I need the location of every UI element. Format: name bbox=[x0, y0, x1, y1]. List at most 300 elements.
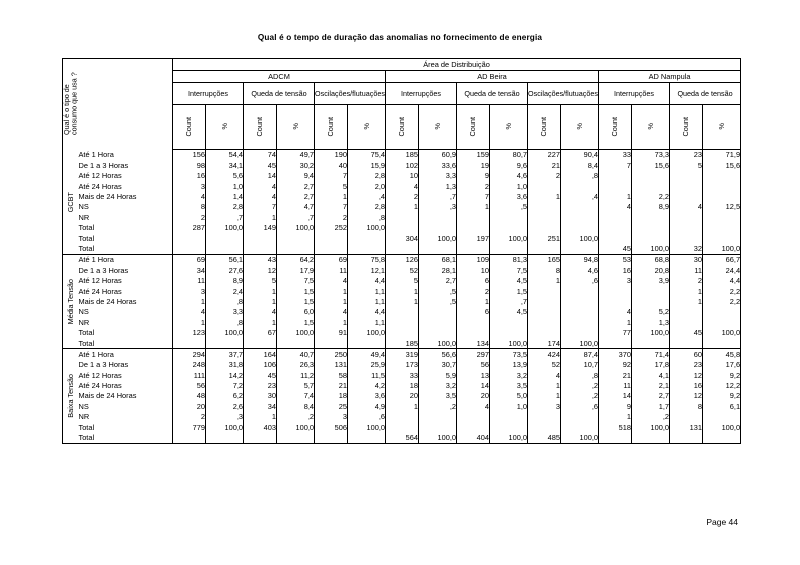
table-cell bbox=[528, 328, 561, 338]
table-cell: 2,6 bbox=[206, 401, 244, 411]
table-row bbox=[63, 171, 741, 181]
row-label: De 1 a 3 Horas bbox=[78, 360, 129, 370]
table-row bbox=[63, 150, 741, 161]
table-cell: 1,5 bbox=[490, 286, 528, 296]
table-cell bbox=[632, 212, 670, 222]
table-cell bbox=[419, 422, 457, 432]
table-cell bbox=[632, 171, 670, 181]
table-row bbox=[63, 223, 741, 233]
table-cell: 251 bbox=[528, 233, 561, 243]
table-cell: 7 bbox=[315, 171, 348, 181]
table-row bbox=[63, 370, 741, 380]
row-group-label-text: Média Tensão bbox=[66, 279, 76, 325]
table-cell: 100,0 bbox=[490, 433, 528, 444]
table-cell: 9,6 bbox=[490, 160, 528, 170]
table-cell: 33,6 bbox=[419, 160, 457, 170]
table-cell: 33 bbox=[599, 150, 632, 161]
table-cell: 7,2 bbox=[206, 381, 244, 391]
table-cell: 1,3 bbox=[632, 317, 670, 327]
table-cell: 14,2 bbox=[206, 370, 244, 380]
subcol-nampula-interrupcoes: Interrupções bbox=[599, 83, 670, 105]
table-cell bbox=[277, 233, 315, 243]
row-group-label bbox=[63, 254, 79, 349]
subcol-beira-interrupcoes: Interrupções bbox=[386, 83, 457, 105]
table-cell: 12,5 bbox=[703, 202, 741, 212]
table-cell: 506 bbox=[315, 422, 348, 432]
table-cell: 4 bbox=[315, 276, 348, 286]
table-cell: 174 bbox=[528, 338, 561, 349]
table-cell bbox=[561, 307, 599, 317]
table-cell: 1 bbox=[528, 276, 561, 286]
table-cell: 45 bbox=[599, 244, 632, 255]
table-cell bbox=[670, 192, 703, 202]
table-cell bbox=[173, 244, 206, 255]
table-row bbox=[63, 307, 741, 317]
table-cell bbox=[703, 233, 741, 243]
table-cell bbox=[386, 317, 419, 327]
table-cell: 1,1 bbox=[348, 286, 386, 296]
table-cell: 67 bbox=[244, 328, 277, 338]
table-cell: 131 bbox=[315, 360, 348, 370]
table-cell: 8,9 bbox=[206, 276, 244, 286]
measure-pct-2: % bbox=[277, 105, 315, 150]
table-cell: 123 bbox=[173, 328, 206, 338]
table-cell: 56 bbox=[457, 360, 490, 370]
table-cell: ,7 bbox=[277, 212, 315, 222]
table-cell: 2,1 bbox=[632, 381, 670, 391]
table-cell: 100,0 bbox=[419, 338, 457, 349]
table-cell bbox=[490, 244, 528, 255]
table-cell: 1 bbox=[599, 317, 632, 327]
table-cell: 8,4 bbox=[561, 160, 599, 170]
table-row bbox=[63, 360, 741, 370]
table-cell: 34 bbox=[173, 265, 206, 275]
table-row bbox=[63, 433, 741, 444]
table-cell: 111 bbox=[173, 370, 206, 380]
table-cell bbox=[173, 433, 206, 444]
table-cell: 2,8 bbox=[348, 202, 386, 212]
table-cell: 13,9 bbox=[490, 360, 528, 370]
table-cell bbox=[457, 244, 490, 255]
table-cell bbox=[632, 181, 670, 191]
table-cell: 185 bbox=[386, 338, 419, 349]
table-cell: 2 bbox=[386, 192, 419, 202]
table-cell: 45 bbox=[244, 370, 277, 380]
table-cell bbox=[670, 212, 703, 222]
table-cell: 173 bbox=[386, 360, 419, 370]
row-label: Até 24 Horas bbox=[78, 181, 122, 191]
table-cell: 7,5 bbox=[490, 265, 528, 275]
table-cell: 100,0 bbox=[703, 244, 741, 255]
table-cell: 1 bbox=[670, 296, 703, 306]
table-cell: 73,3 bbox=[632, 150, 670, 161]
table-cell: 149 bbox=[244, 223, 277, 233]
table-cell bbox=[419, 412, 457, 422]
table-cell bbox=[599, 338, 632, 349]
table-cell: 23 bbox=[244, 381, 277, 391]
table-cell bbox=[457, 212, 490, 222]
table-cell: 48 bbox=[173, 391, 206, 401]
table-cell: 4,4 bbox=[348, 307, 386, 317]
table-cell: 100,0 bbox=[419, 233, 457, 243]
table-cell: 4 bbox=[315, 307, 348, 317]
table-cell bbox=[457, 412, 490, 422]
table-cell: 3 bbox=[173, 181, 206, 191]
table-cell: 33 bbox=[386, 370, 419, 380]
table-cell: 100,0 bbox=[348, 328, 386, 338]
table-cell bbox=[386, 422, 419, 432]
table-cell: ,2 bbox=[277, 412, 315, 422]
subcol-adcm-interrupcoes: Interrupções bbox=[173, 83, 244, 105]
table-cell: 1 bbox=[315, 286, 348, 296]
table-cell: 1 bbox=[670, 286, 703, 296]
table-cell: 252 bbox=[315, 223, 348, 233]
table-cell: 319 bbox=[386, 349, 419, 360]
table-cell: 11,5 bbox=[348, 370, 386, 380]
table-cell bbox=[561, 412, 599, 422]
table-cell: 564 bbox=[386, 433, 419, 444]
row-group-label-text: Baixa Tensão bbox=[66, 374, 76, 419]
table-cell: 197 bbox=[457, 233, 490, 243]
table-cell: 14 bbox=[457, 381, 490, 391]
table-cell: 8 bbox=[173, 202, 206, 212]
table-cell: 1,0 bbox=[490, 401, 528, 411]
table-cell: ,5 bbox=[419, 286, 457, 296]
table-cell: ,4 bbox=[561, 192, 599, 202]
table-row bbox=[63, 286, 741, 296]
table-row bbox=[63, 422, 741, 432]
table-cell: 5,0 bbox=[490, 391, 528, 401]
row-label: Até 1 Hora bbox=[79, 254, 173, 265]
table-cell: 4 bbox=[173, 307, 206, 317]
super-header-area: Área de Distribuição bbox=[173, 59, 741, 71]
table-cell: 98 bbox=[173, 160, 206, 170]
table-cell: 100,0 bbox=[632, 244, 670, 255]
table-row bbox=[63, 296, 741, 306]
table-cell: 4,5 bbox=[490, 307, 528, 317]
table-cell: ,3 bbox=[206, 412, 244, 422]
table-cell: ,8 bbox=[561, 171, 599, 181]
table-cell: ,6 bbox=[348, 412, 386, 422]
table-cell: 1 bbox=[599, 412, 632, 422]
table-cell bbox=[244, 433, 277, 444]
subcol-beira-queda: Queda de tensão bbox=[457, 83, 528, 105]
table-cell bbox=[386, 307, 419, 317]
row-label: NS bbox=[78, 307, 89, 317]
row-label: Total bbox=[78, 233, 95, 243]
table-cell: 250 bbox=[315, 349, 348, 360]
table-cell bbox=[419, 223, 457, 233]
table-cell: 1 bbox=[244, 212, 277, 222]
table-cell bbox=[670, 317, 703, 327]
table-cell: 40,7 bbox=[277, 349, 315, 360]
table-cell: 4,6 bbox=[561, 265, 599, 275]
table-cell bbox=[632, 338, 670, 349]
table-cell: 24,4 bbox=[703, 265, 741, 275]
table-cell bbox=[348, 338, 386, 349]
table-cell bbox=[670, 338, 703, 349]
table-cell bbox=[244, 338, 277, 349]
table-row bbox=[63, 244, 741, 255]
table-cell: 17,6 bbox=[703, 360, 741, 370]
table-cell: 1,1 bbox=[348, 296, 386, 306]
table-cell: 58 bbox=[315, 370, 348, 380]
table-cell: 4 bbox=[244, 192, 277, 202]
row-label: Mais de 24 Horas bbox=[78, 296, 137, 306]
table-cell bbox=[315, 433, 348, 444]
table-cell bbox=[599, 171, 632, 181]
page-title: Qual é o tempo de duração das anomalias no fornecimento de energia bbox=[257, 33, 543, 42]
table-cell: ,2 bbox=[561, 391, 599, 401]
table-cell bbox=[419, 317, 457, 327]
table-cell: 1 bbox=[315, 317, 348, 327]
table-cell: 4,5 bbox=[490, 276, 528, 286]
table-cell bbox=[457, 317, 490, 327]
table-cell: 4 bbox=[528, 370, 561, 380]
table-cell bbox=[632, 433, 670, 444]
table-cell: 3 bbox=[315, 412, 348, 422]
table-cell bbox=[528, 422, 561, 432]
table-cell: 1 bbox=[528, 192, 561, 202]
table-cell bbox=[703, 181, 741, 191]
table-row bbox=[63, 338, 741, 349]
table-cell: 37,7 bbox=[206, 349, 244, 360]
table-cell: 4,9 bbox=[348, 401, 386, 411]
table-cell: 10,7 bbox=[561, 360, 599, 370]
table-row bbox=[63, 317, 741, 327]
measure-count-3: Count bbox=[315, 105, 348, 150]
table-cell: 43 bbox=[244, 254, 277, 265]
table-cell: 1 bbox=[315, 296, 348, 306]
table-cell: 34,1 bbox=[206, 160, 244, 170]
table-cell: 100,0 bbox=[277, 223, 315, 233]
table-cell: 100,0 bbox=[206, 223, 244, 233]
table-cell: 3 bbox=[528, 401, 561, 411]
table-cell bbox=[277, 338, 315, 349]
table-row bbox=[63, 391, 741, 401]
row-label: Até 12 Horas bbox=[78, 370, 122, 380]
table-cell: 100,0 bbox=[490, 233, 528, 243]
measure-pct-7: % bbox=[632, 105, 670, 150]
table-cell: 69 bbox=[315, 254, 348, 265]
table-cell: 2,7 bbox=[419, 276, 457, 286]
table-cell bbox=[599, 286, 632, 296]
table-cell bbox=[419, 328, 457, 338]
table-cell: 4,4 bbox=[348, 276, 386, 286]
table-cell: 164 bbox=[244, 349, 277, 360]
table-cell bbox=[599, 233, 632, 243]
table-cell: 56 bbox=[173, 381, 206, 391]
table-cell bbox=[703, 317, 741, 327]
table-cell: 19 bbox=[457, 160, 490, 170]
table-header bbox=[63, 59, 741, 150]
table-cell: 100,0 bbox=[419, 433, 457, 444]
table-cell bbox=[315, 338, 348, 349]
measure-pct-5: % bbox=[490, 105, 528, 150]
table-cell bbox=[419, 307, 457, 317]
row-label: NS bbox=[78, 401, 89, 411]
table-cell: 9 bbox=[599, 401, 632, 411]
table-cell: 3 bbox=[173, 286, 206, 296]
table-cell bbox=[599, 223, 632, 233]
table-cell: 4 bbox=[386, 181, 419, 191]
table-cell: 25,9 bbox=[348, 360, 386, 370]
table-cell: 7 bbox=[457, 192, 490, 202]
table-cell bbox=[561, 244, 599, 255]
table-cell: 1 bbox=[244, 317, 277, 327]
table-cell: 106 bbox=[244, 360, 277, 370]
table-cell: ,8 bbox=[206, 296, 244, 306]
table-cell: 2 bbox=[528, 171, 561, 181]
row-label: NS bbox=[78, 202, 89, 212]
table-cell: 1 bbox=[386, 202, 419, 212]
table-row bbox=[63, 202, 741, 212]
table-cell: 81,3 bbox=[490, 254, 528, 265]
table-cell: 87,4 bbox=[561, 349, 599, 360]
table-cell bbox=[528, 317, 561, 327]
table-cell: 23 bbox=[670, 360, 703, 370]
table-cell bbox=[173, 233, 206, 243]
measure-count-6: Count bbox=[528, 105, 561, 150]
table-cell: 26,3 bbox=[277, 360, 315, 370]
table-row bbox=[63, 381, 741, 391]
table-cell: 71,9 bbox=[703, 150, 741, 161]
table-cell: 1 bbox=[528, 391, 561, 401]
table-cell bbox=[490, 317, 528, 327]
table-cell: ,7 bbox=[419, 192, 457, 202]
table-cell bbox=[561, 296, 599, 306]
table-cell: 4 bbox=[173, 192, 206, 202]
table-cell bbox=[632, 286, 670, 296]
table-cell: 370 bbox=[599, 349, 632, 360]
table-cell: 74 bbox=[244, 150, 277, 161]
table-cell: 100,0 bbox=[561, 433, 599, 444]
table-cell: 11 bbox=[173, 276, 206, 286]
table-cell: 31,8 bbox=[206, 360, 244, 370]
table-cell: 4 bbox=[244, 307, 277, 317]
table-cell: 10 bbox=[457, 265, 490, 275]
table-cell bbox=[315, 233, 348, 243]
table-cell bbox=[386, 244, 419, 255]
table-cell: 2,8 bbox=[206, 202, 244, 212]
table-cell: 4 bbox=[670, 202, 703, 212]
table-cell: 12 bbox=[670, 391, 703, 401]
table-cell: 1 bbox=[244, 296, 277, 306]
table-cell bbox=[670, 412, 703, 422]
row-label: Total bbox=[78, 223, 95, 233]
measure-pct-1: % bbox=[206, 105, 244, 150]
table-cell: 100,0 bbox=[632, 422, 670, 432]
table-cell: 7 bbox=[315, 202, 348, 212]
table-cell: 30 bbox=[244, 391, 277, 401]
table-cell: 5,7 bbox=[277, 381, 315, 391]
table-cell bbox=[528, 212, 561, 222]
table-row bbox=[63, 349, 741, 360]
table-cell: 3,2 bbox=[419, 381, 457, 391]
table-cell: 9,2 bbox=[703, 391, 741, 401]
table-cell bbox=[632, 296, 670, 306]
table-cell: 1 bbox=[244, 412, 277, 422]
table-cell: 1 bbox=[315, 192, 348, 202]
stub-corner bbox=[63, 59, 173, 150]
table-row bbox=[63, 254, 741, 265]
table-cell: 80,7 bbox=[490, 150, 528, 161]
table-cell: 190 bbox=[315, 150, 348, 161]
table-cell: 27,6 bbox=[206, 265, 244, 275]
table-cell: 1 bbox=[244, 286, 277, 296]
measure-pct-4: % bbox=[419, 105, 457, 150]
table-cell bbox=[599, 296, 632, 306]
table-cell: ,2 bbox=[419, 401, 457, 411]
table-cell: 2 bbox=[670, 276, 703, 286]
table-cell: 1 bbox=[386, 401, 419, 411]
table-row bbox=[63, 265, 741, 275]
table-row bbox=[63, 192, 741, 202]
table-cell: 20 bbox=[457, 391, 490, 401]
table-cell: 2,8 bbox=[348, 171, 386, 181]
subcol-beira-oscilacoes: Oscilações/flutuações bbox=[528, 83, 599, 105]
page-footer: Page 44 bbox=[706, 517, 738, 527]
crosstab-table bbox=[62, 58, 741, 444]
table-cell: 4 bbox=[457, 401, 490, 411]
row-label: Total bbox=[79, 433, 173, 444]
table-cell: 6,0 bbox=[277, 307, 315, 317]
table-row bbox=[63, 212, 741, 222]
table-cell bbox=[670, 433, 703, 444]
table-cell bbox=[528, 244, 561, 255]
table-cell: 7 bbox=[244, 202, 277, 212]
table-cell bbox=[490, 328, 528, 338]
table-cell: 15,6 bbox=[632, 160, 670, 170]
table-row bbox=[63, 401, 741, 411]
table-cell: 5 bbox=[670, 160, 703, 170]
table-cell bbox=[386, 412, 419, 422]
table-cell: 16 bbox=[670, 381, 703, 391]
table-cell: 45 bbox=[670, 328, 703, 338]
table-cell: 424 bbox=[528, 349, 561, 360]
table-cell bbox=[206, 233, 244, 243]
table-cell: ,8 bbox=[206, 317, 244, 327]
table-cell: 91 bbox=[315, 328, 348, 338]
table-cell: ,2 bbox=[632, 412, 670, 422]
table-cell: 92 bbox=[599, 360, 632, 370]
table-cell: 1,5 bbox=[277, 286, 315, 296]
table-cell: 52 bbox=[386, 265, 419, 275]
table-cell: 185 bbox=[386, 150, 419, 161]
table-cell: 126 bbox=[386, 254, 419, 265]
table-cell: 165 bbox=[528, 254, 561, 265]
table-cell bbox=[703, 307, 741, 317]
table-cell: 94,8 bbox=[561, 254, 599, 265]
table-cell: 2 bbox=[457, 286, 490, 296]
table-cell: 2 bbox=[173, 412, 206, 422]
table-cell: 100,0 bbox=[206, 422, 244, 432]
table-cell: 159 bbox=[457, 150, 490, 161]
measure-pct-8: % bbox=[703, 105, 741, 150]
table-cell: 1 bbox=[386, 286, 419, 296]
table-cell bbox=[528, 223, 561, 233]
table-cell: 100,0 bbox=[348, 223, 386, 233]
table-cell bbox=[670, 223, 703, 233]
table-cell bbox=[528, 296, 561, 306]
table-cell: ,7 bbox=[206, 212, 244, 222]
table-cell bbox=[670, 181, 703, 191]
table-cell bbox=[561, 181, 599, 191]
table-cell: 1,7 bbox=[632, 401, 670, 411]
table-cell: 100,0 bbox=[277, 422, 315, 432]
row-label: NR bbox=[78, 412, 90, 422]
table-cell: 21 bbox=[599, 370, 632, 380]
